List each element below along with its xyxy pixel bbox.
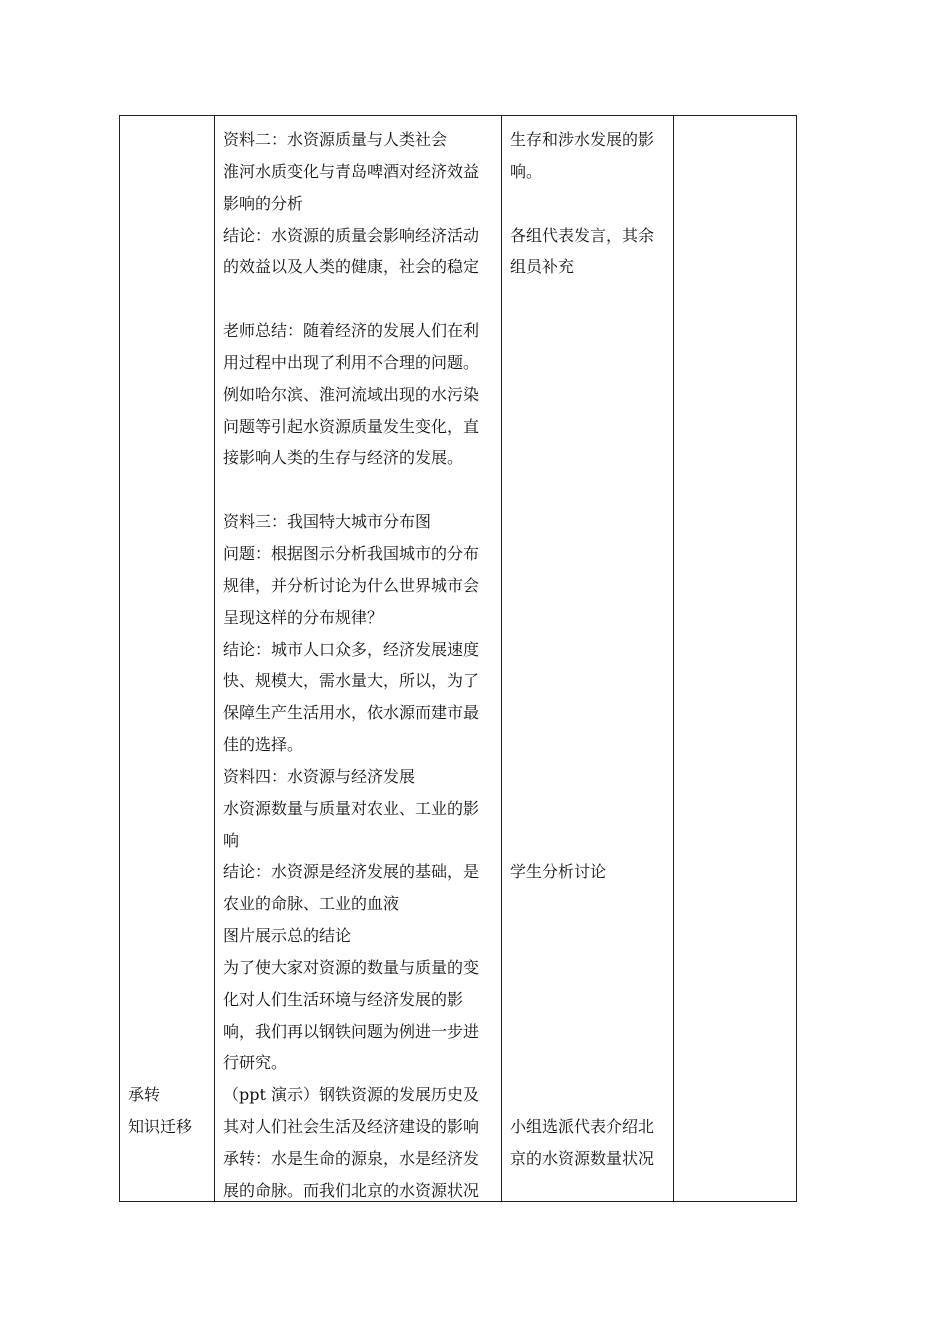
col2-text-line: 图片展示总的结论 xyxy=(223,926,352,946)
col1-text-line xyxy=(128,474,214,506)
col2-text-line: 化对人们生活环境与经济发展的影 xyxy=(223,989,464,1009)
col2-text-line: 结论：城市人口众多，经济发展速度 xyxy=(223,639,480,659)
col3-text-line: 各组代表发言，其余 xyxy=(510,225,655,245)
col1-text-line xyxy=(128,506,214,538)
col1-text-line xyxy=(128,793,214,825)
col1-text-line xyxy=(128,188,214,220)
col3-text-line: 学生分析讨论 xyxy=(510,862,607,882)
col3-text-line xyxy=(510,506,672,538)
col3-text-line xyxy=(510,825,672,857)
col2-text-line: 响，我们再以钢铁问题为例进一步进 xyxy=(223,1021,480,1041)
col1-text-line xyxy=(128,315,214,347)
col1-text-line xyxy=(128,602,214,634)
col1-text-line xyxy=(128,984,214,1016)
student-activity-cell xyxy=(510,124,672,1207)
col3-text-line xyxy=(510,379,672,411)
col3-text-line xyxy=(510,442,672,474)
col3-text-line: 生存和涉水发展的影 xyxy=(510,130,655,149)
col3-text-line xyxy=(510,602,672,634)
col3-text-line: 响。 xyxy=(510,161,543,181)
col3-text-line xyxy=(510,697,672,729)
col3-text-line xyxy=(510,665,672,697)
col1-text-line xyxy=(128,665,214,697)
col2-text-line: 淮河水质变化与青岛啤酒对经济效益 xyxy=(223,161,480,181)
col1-text-line xyxy=(128,920,214,952)
col3-text-line xyxy=(510,1016,672,1048)
col2-text-line: 接影响人类的生存与经济的发展。 xyxy=(223,448,464,468)
col3-text-line: 组员补充 xyxy=(510,257,575,277)
col3-text-line xyxy=(510,984,672,1016)
col3-text-line xyxy=(510,729,672,761)
col2-text-line: 资料四：水资源与经济发展 xyxy=(223,766,416,786)
col3-text-line xyxy=(510,347,672,379)
col3-text-line: 小组选派代表介绍北 xyxy=(510,1117,655,1137)
col2-text-line: 快、规模大，需水量大，所以，为了 xyxy=(223,671,480,691)
col1-text-line xyxy=(128,347,214,379)
col1-text-line xyxy=(128,220,214,252)
col3-text-line xyxy=(510,474,672,506)
col2-text-line xyxy=(223,474,501,506)
col2-text-line: 承转：水是生命的源泉，水是经济发 xyxy=(223,1149,480,1168)
col1-text-line xyxy=(128,156,214,188)
column-divider-3 xyxy=(673,116,674,1201)
col3-text-line xyxy=(510,315,672,347)
col1-text-line xyxy=(128,952,214,984)
col2-text-line: 其对人们社会生活及经济建设的影响 xyxy=(223,1117,480,1137)
col3-text-line xyxy=(510,1079,672,1111)
col1-text-line xyxy=(128,1016,214,1048)
col3-text-line xyxy=(510,761,672,793)
col2-text-line: 老师总结：随着经济的发展人们在利 xyxy=(223,321,480,341)
col2-text-line: 水资源数量与质量对农业、工业的影 xyxy=(223,798,480,818)
col1-text-line xyxy=(128,697,214,729)
teacher-activity-cell xyxy=(223,124,501,1207)
col3-text-line xyxy=(510,1175,672,1207)
col2-text-line: 行研究。 xyxy=(223,1053,288,1073)
col1-text-line: 知识迁移 xyxy=(128,1117,193,1137)
lesson-plan-table xyxy=(119,115,797,1202)
col1-text-line xyxy=(128,283,214,315)
col2-text-line: 资料二：水资源质量与人类社会 xyxy=(223,130,448,149)
col1-text-line xyxy=(128,1047,214,1079)
col2-text-line: 问题：根据图示分析我国城市的分布 xyxy=(223,543,480,563)
col1-text-line xyxy=(128,1175,214,1207)
col2-text-line: 例如哈尔滨、淮河流域出现的水污染 xyxy=(223,384,480,404)
col3-text-line: 京的水资源数量状况 xyxy=(510,1149,655,1168)
col3-text-line xyxy=(510,538,672,570)
col3-text-line xyxy=(510,1047,672,1079)
col1-text-line xyxy=(128,825,214,857)
col1-text-line xyxy=(128,570,214,602)
col3-text-line xyxy=(510,188,672,220)
col2-text-line xyxy=(223,283,501,315)
col1-text-line xyxy=(128,1143,214,1175)
col3-text-line xyxy=(510,411,672,443)
col1-text-line xyxy=(128,761,214,793)
col1-text-line xyxy=(128,411,214,443)
col2-text-line: 展的命脉。而我们北京的水资源状况 xyxy=(223,1180,480,1200)
col1-text-line xyxy=(128,634,214,666)
col2-text-line: 农业的命脉、工业的血液 xyxy=(223,894,400,914)
col2-text-line: （ppt 演示）钢铁资源的发展历史及 xyxy=(223,1085,480,1105)
col1-text-line: 承转 xyxy=(128,1085,161,1105)
col3-text-line xyxy=(510,283,672,315)
col2-text-line: 为了使大家对资源的数量与质量的变 xyxy=(223,957,480,977)
col3-text-line xyxy=(510,793,672,825)
col1-text-line xyxy=(128,729,214,761)
col2-text-line: 规律，并分析讨论为什么世界城市会 xyxy=(223,575,480,595)
col2-text-line: 呈现这样的分布规律？ xyxy=(223,607,384,627)
col1-text-line xyxy=(128,442,214,474)
col1-text-line xyxy=(128,251,214,283)
col1-text-line xyxy=(128,538,214,570)
col1-text-line xyxy=(128,124,214,156)
col3-text-line xyxy=(510,570,672,602)
col1-text-line xyxy=(128,856,214,888)
col3-text-line xyxy=(510,634,672,666)
col2-text-line: 保障生产生活用水，依水源而建市最 xyxy=(223,703,480,723)
col2-text-line: 结论：水资源的质量会影响经济活动 xyxy=(223,225,480,245)
col2-text-line: 佳的选择。 xyxy=(223,735,304,755)
stage-column-cell xyxy=(128,124,214,1207)
column-divider-1 xyxy=(214,116,215,1201)
col1-text-line xyxy=(128,888,214,920)
col3-text-line xyxy=(510,888,672,920)
col2-text-line: 结论：水资源是经济发展的基础，是 xyxy=(223,862,480,882)
col3-text-line xyxy=(510,952,672,984)
column-divider-2 xyxy=(501,116,502,1201)
col2-text-line: 资料三：我国特大城市分布图 xyxy=(223,512,432,532)
col3-text-line xyxy=(510,920,672,952)
col2-text-line: 用过程中出现了利用不合理的问题。 xyxy=(223,352,480,372)
col2-text-line: 影响的分析 xyxy=(223,193,304,213)
col2-text-line: 问题等引起水资源质量发生变化，直 xyxy=(223,416,480,436)
col2-text-line: 的效益以及人类的健康，社会的稳定 xyxy=(223,257,480,277)
col1-text-line xyxy=(128,379,214,411)
col2-text-line: 响 xyxy=(223,830,240,850)
